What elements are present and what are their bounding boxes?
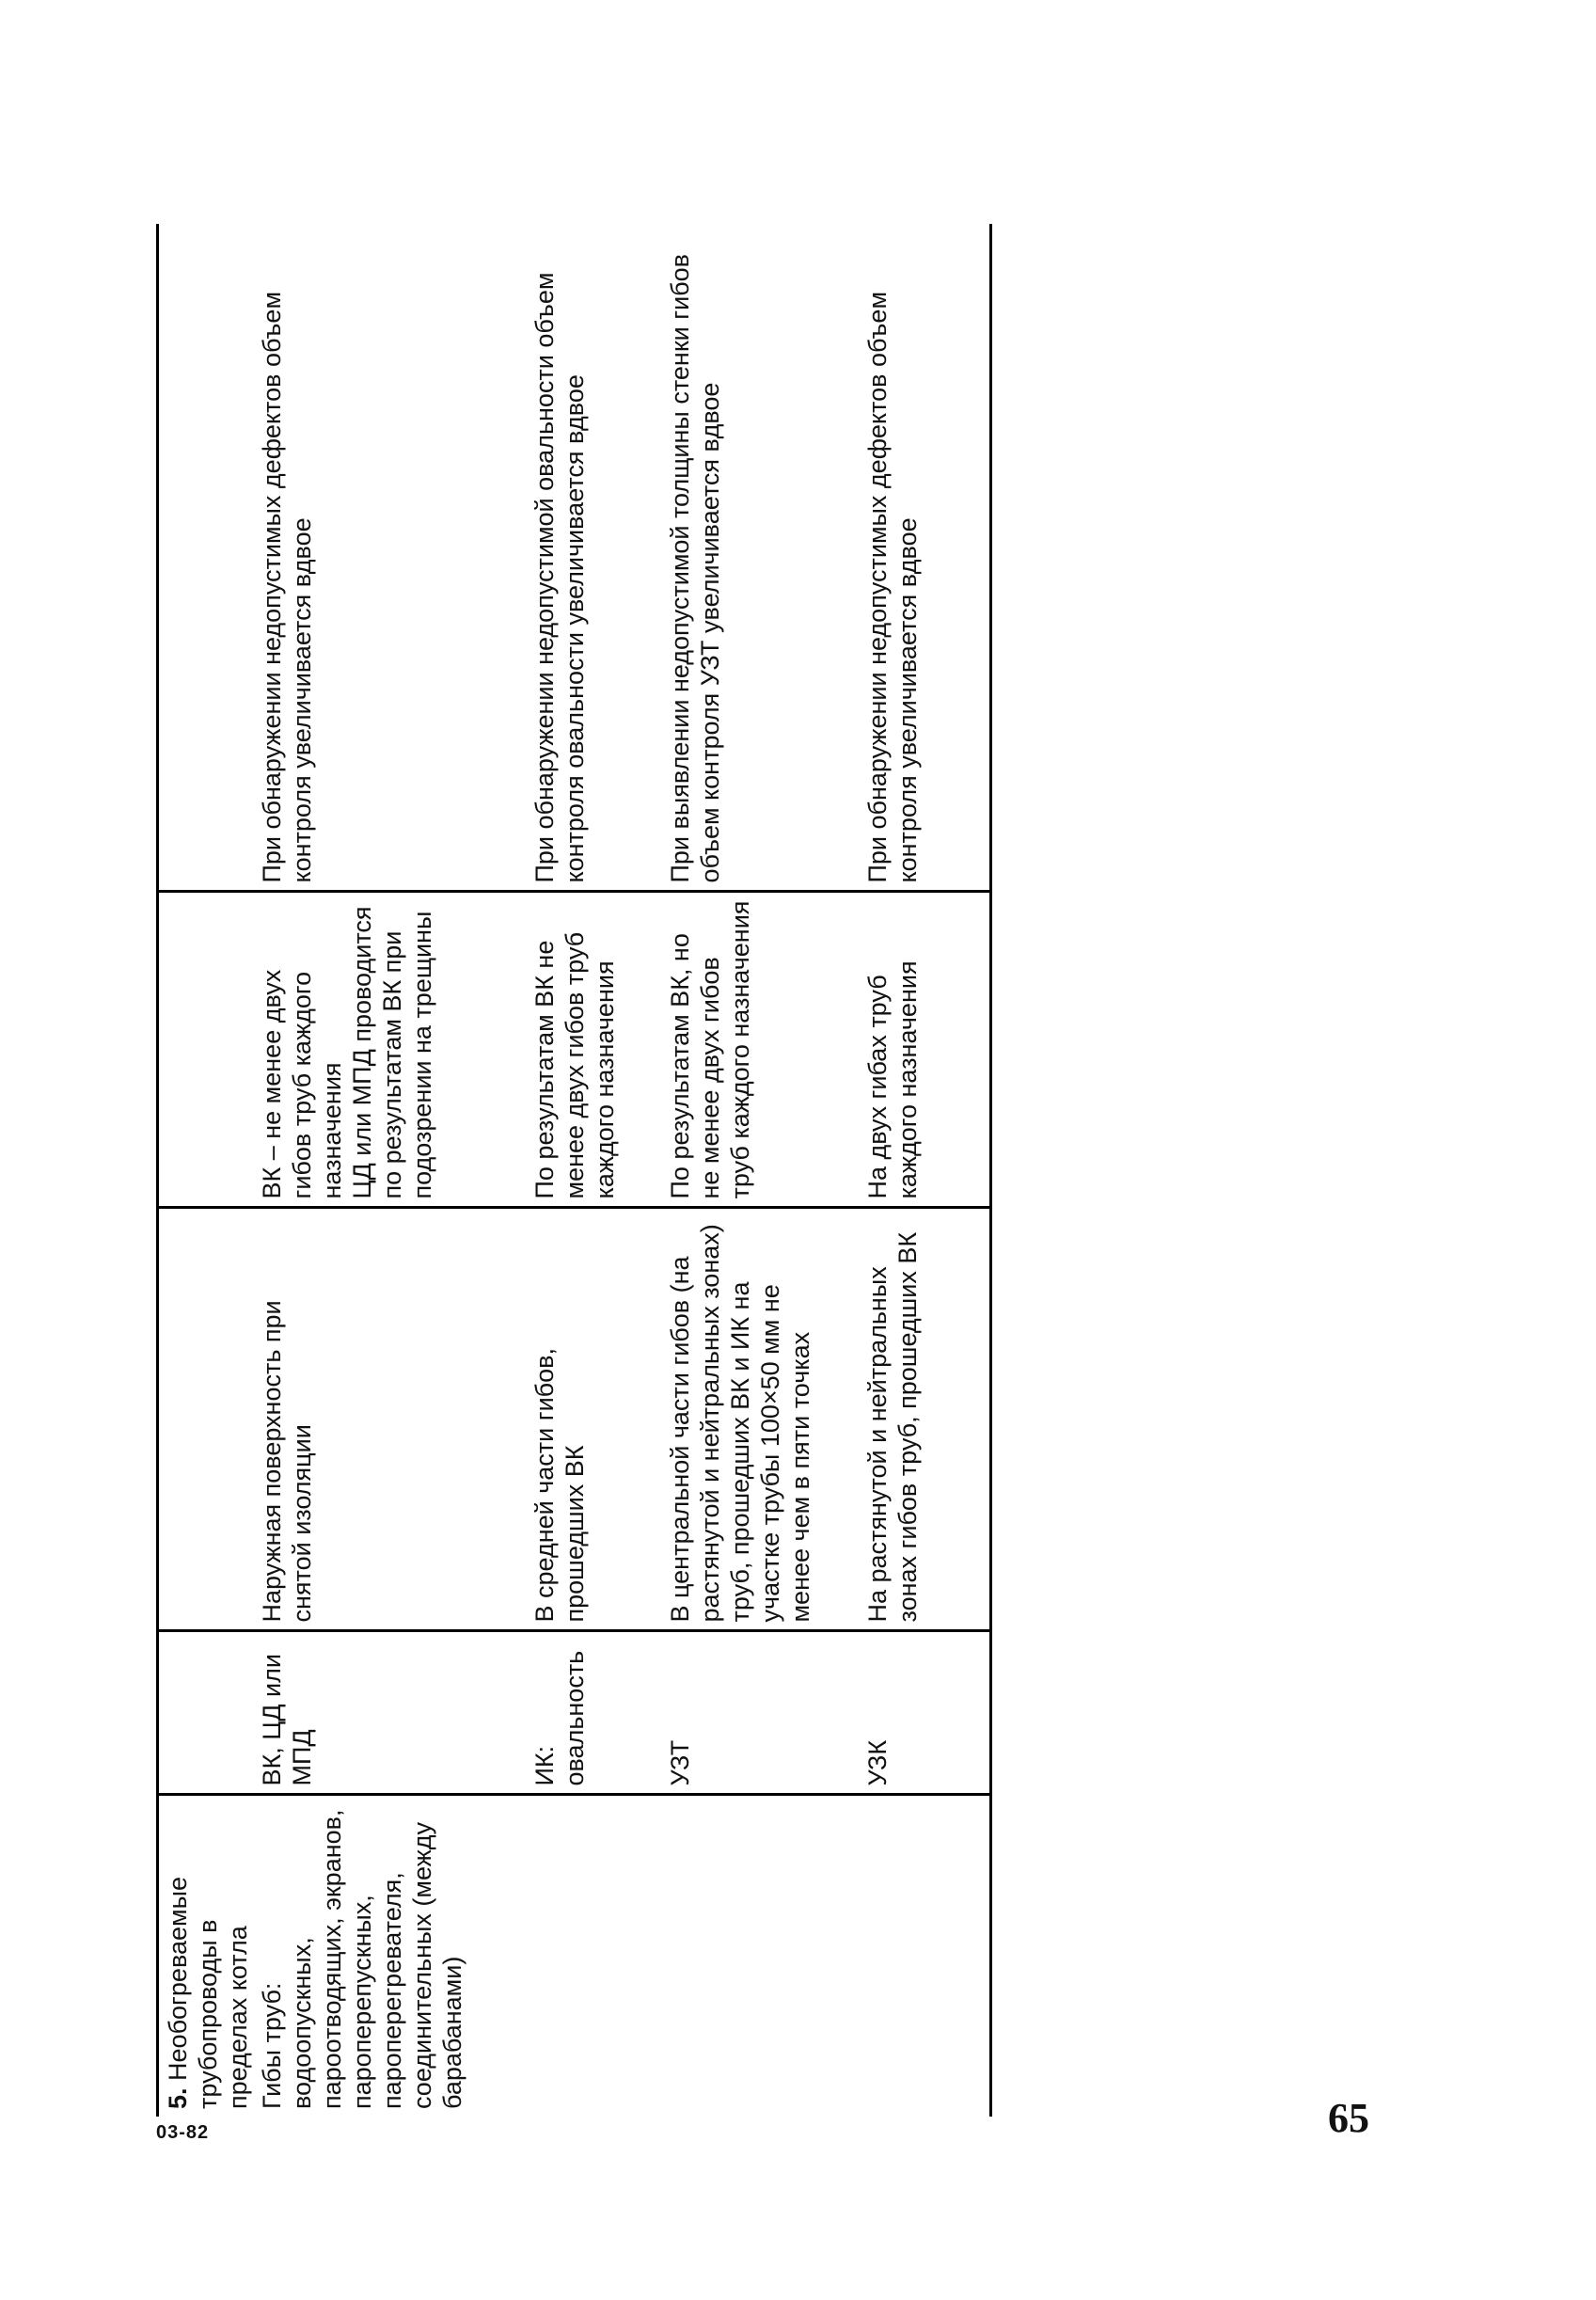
volume-text: По результатам ВК не менее двух гибов труб каждого назначения [530,931,619,1199]
zone-text: Наружная поверхность при снятой изоляции [258,1300,316,1623]
method-cell [253,1631,526,1795]
rotated-table-content [156,224,1097,2117]
note-cell [253,224,526,892]
volume-cell [859,892,990,1208]
volume-text: ВК – не менее двух гибов труб каждого назначения [258,969,346,1199]
object-cell [253,1795,526,2117]
volume-cell [526,892,661,1208]
volume-extra-text: ЦД или МПД проводится по результатам ВК при подозрении на трещины [348,906,436,1199]
table-row [859,224,990,2117]
rotated-table-region [156,224,1097,2117]
volume-cell [661,892,859,1208]
document-code: 03-82 [156,2122,210,2143]
zone-cell [526,1208,661,1631]
volume-cell [253,892,526,1208]
table-row [526,224,661,2117]
table-row [661,224,859,2117]
method-cell [859,1631,990,1795]
object-cell [526,1795,661,2117]
section-header-row [158,224,254,2117]
section-number: 5. [164,2087,192,2109]
page-number: 65 [1328,2095,1369,2141]
empty-cell [158,892,254,1208]
method-text: УЗК [863,1739,892,1786]
empty-cell [158,1631,254,1795]
note-text: При обнаружении недопустимой овальности объем контроля овальности увеличивается вдвое [530,272,589,883]
empty-cell [158,224,254,892]
zone-text: В центральной части гибов (на растянутой и нейтральных зонах) труб, прошедших ВК и ИК на участке трубы 100×50 мм не менее чем в пяти точках [666,1224,814,1623]
method-text: УЗТ [666,1739,694,1786]
zone-cell [859,1208,990,1631]
method-text: ВК, ЦД или МПД [258,1654,316,1786]
object-text: Гибы труб: водоопускных, пароотводящих, экранов, пароперепускных, пароперегревателя, соединительных (между барабанами) [258,1809,466,2109]
object-cell [661,1795,859,2117]
volume-text: На двух гибах труб каждого назначения [863,960,922,1199]
note-text: При обнаружении недопустимых дефектов объем контроля увеличивается вдвое [258,291,316,883]
empty-cell [158,1208,254,1631]
table-row [253,224,526,2117]
zone-cell [253,1208,526,1631]
note-cell [526,224,661,892]
note-text: При выявлении недопустимой толщины стенки гибов объем контроля УЗТ увеличивается вдвое [666,254,724,883]
section-header-cell [158,1795,254,2117]
method-cell [661,1631,859,1795]
note-cell [859,224,990,892]
object-cell [859,1795,990,2117]
method-text: ИК: овальность [530,1650,589,1786]
zone-text: На растянутой и нейтральных зонах гибов труб, прошедших ВК [863,1231,922,1623]
zone-text: В средней части гибов, прошедших ВК [530,1347,589,1623]
note-cell [661,224,859,892]
section-title: Необогреваемые трубопроводы в пределах котла [164,1877,252,2109]
note-text: При обнаружении недопустимых дефектов объем контроля увеличивается вдвое [863,291,922,883]
volume-text: По результатам ВК, но не менее двух гибов труб каждого назначения [666,900,754,1199]
method-cell [526,1631,661,1795]
inspection-table [156,224,992,2117]
zone-cell [661,1208,859,1631]
